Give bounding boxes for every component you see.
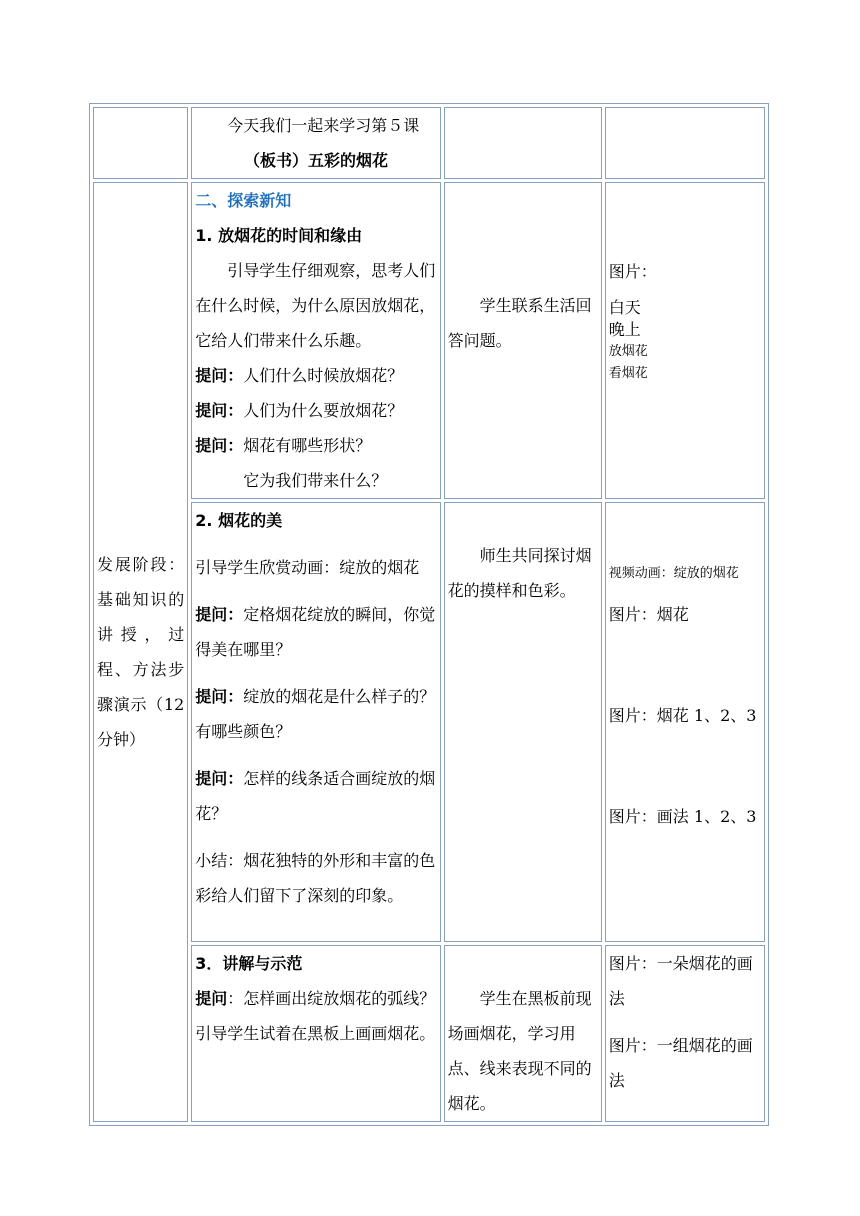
section1-q3b: 它为我们带来什么？ bbox=[243, 471, 388, 490]
section1-q1 bbox=[195, 358, 436, 393]
lesson-plan-table bbox=[89, 103, 769, 1126]
section1-row bbox=[93, 182, 765, 499]
question-text: 定格烟花绽放的瞬间，你觉得美在哪里？ bbox=[195, 605, 436, 659]
question-label: 提问： bbox=[195, 401, 244, 420]
media-item: 放烟花 bbox=[608, 344, 648, 359]
intro-media-cell bbox=[605, 107, 765, 179]
intro-content-cell bbox=[191, 107, 440, 179]
section2-summary: 小结：烟花独特的外形和丰富的色彩给人们留下了深刻的印象。 bbox=[195, 851, 436, 905]
question-text: ：怎样画出绽放烟花的弧线？ bbox=[227, 989, 436, 1008]
question-text: 烟花有哪些形状？ bbox=[243, 436, 372, 455]
question-label: 提问： bbox=[195, 366, 244, 385]
section3-student-text: 学生在黑板前现场画烟花，学习用点、线来表现不同的烟花。 bbox=[447, 989, 592, 1113]
question-label: 提问： bbox=[195, 605, 244, 624]
question-label: 提问 bbox=[195, 989, 228, 1008]
section1-title: 1. 放烟花的时间和缘由 bbox=[195, 226, 363, 245]
section1-q3 bbox=[195, 428, 436, 463]
question-text: 怎样的线条适合画绽放的烟花？ bbox=[195, 769, 436, 823]
media-item: 图片：画法 1、2、3 bbox=[608, 807, 757, 826]
section2-row bbox=[93, 502, 765, 942]
media-item: 图片： bbox=[608, 262, 657, 281]
section1-guide: 引导学生仔细观察，思考人们在什么时候，为什么原因放烟花，它给人们带来什么乐趣。 bbox=[195, 261, 436, 350]
section1-media-cell bbox=[605, 182, 765, 499]
section2-student-cell bbox=[444, 502, 602, 942]
question-label: 提问： bbox=[195, 769, 244, 788]
question-text: 人们什么时候放烟花？ bbox=[243, 366, 404, 385]
stage-text: 发展阶段：基础知识的讲授，过程、方法步骤演示（12分钟） bbox=[97, 555, 185, 749]
section2-student-text: 师生共同探讨烟花的摸样和色彩。 bbox=[447, 546, 592, 600]
media-item: 晚上 bbox=[608, 320, 641, 339]
section3-student-cell bbox=[444, 945, 602, 1122]
media-item: 图片：一朵烟花的画法 bbox=[608, 954, 753, 1008]
section1-student-text: 学生联系生活回答问题。 bbox=[447, 296, 592, 350]
section3-title: 3．讲解与示范 bbox=[195, 954, 303, 973]
stage-cell-empty bbox=[93, 107, 188, 179]
section3-guide: 引导学生试着在黑板上画画烟花。 bbox=[195, 1024, 436, 1043]
question-label: 提问： bbox=[195, 687, 244, 706]
section2-q2 bbox=[195, 679, 436, 749]
section3-media-cell bbox=[605, 945, 765, 1122]
media-item: 白天 bbox=[608, 298, 641, 317]
intro-line-1: 今天我们一起来学习第５课 bbox=[227, 116, 420, 135]
intro-student-cell bbox=[444, 107, 602, 179]
section2-title: 2. 烟花的美 bbox=[195, 511, 283, 530]
section1-heading: 二、探索新知 bbox=[195, 191, 292, 210]
section1-student-cell bbox=[444, 182, 602, 499]
section3-row bbox=[93, 945, 765, 1122]
section3-content-cell bbox=[191, 945, 440, 1122]
media-item: 图片：烟花 1、2、3 bbox=[608, 706, 757, 725]
question-text: 绽放的烟花是什么样子的？有哪些颜色？ bbox=[195, 687, 436, 741]
section2-q3 bbox=[195, 761, 436, 831]
question-label: 提问： bbox=[195, 436, 244, 455]
section2-media-cell bbox=[605, 502, 765, 942]
question-text: 人们为什么要放烟花？ bbox=[243, 401, 404, 420]
intro-line-2: （板书）五彩的烟花 bbox=[243, 151, 388, 170]
section1-q2 bbox=[195, 393, 436, 428]
media-item: 图片：一组烟花的画法 bbox=[608, 1036, 753, 1090]
stage-cell bbox=[93, 182, 188, 1122]
section1-content-cell bbox=[191, 182, 440, 499]
section3-q1 bbox=[195, 981, 436, 1016]
media-item: 图片：烟花 bbox=[608, 605, 689, 624]
media-item: 视频动画：绽放的烟花 bbox=[608, 566, 739, 581]
section2-q1 bbox=[195, 597, 436, 667]
section2-guide: 引导学生欣赏动画：绽放的烟花 bbox=[195, 558, 420, 577]
section2-content-cell bbox=[191, 502, 440, 942]
intro-row bbox=[93, 107, 765, 179]
media-item: 看烟花 bbox=[608, 366, 648, 381]
